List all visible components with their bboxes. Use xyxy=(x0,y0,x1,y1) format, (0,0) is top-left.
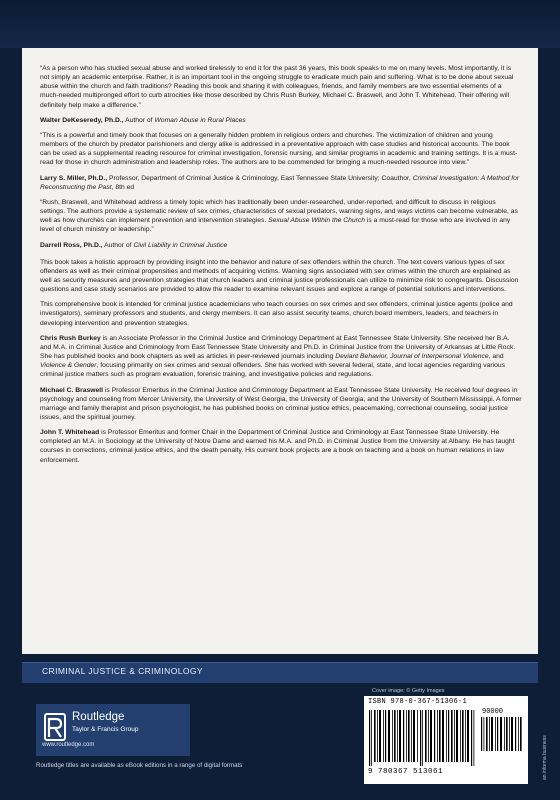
author-bio-text: is an Associate Professor in the Criminal Justice and Criminology Department at East Tennessee State University. She received her B.A. and M.A. in Criminal Justice and Criminology from East Tennessee State University and Ph.D. in Criminal Justice from the University of Arkansas at Little Rock. She has published books and book chapters as well as articles in peer-reviewed journals including xyxy=(40,334,516,361)
cover-image-credit: Cover image: © Getty Images xyxy=(372,688,445,694)
blurb-quote-end: is a must-read for those who are involved in any level of church ministry or leadership.” xyxy=(40,217,511,234)
back-cover-text xyxy=(40,64,522,471)
blurb-author-name: Darrell Ross, Ph.D., xyxy=(40,241,103,249)
blurb-author-book: Criminal Investigation: A Method for Reconstructing the Past xyxy=(40,174,520,191)
blurb-attribution xyxy=(40,174,522,192)
blurb-author-tail: , 8th ed xyxy=(111,183,135,191)
blurb-miller xyxy=(40,131,522,192)
isbn-label: ISBN 978-0-367-51306-1 xyxy=(368,698,468,706)
blurb-ross xyxy=(40,198,522,250)
blurb-author-name: Larry S. Miller, Ph.D., xyxy=(40,174,108,182)
blurb-author-name: Walter DeKeseredy, Ph.D., xyxy=(40,116,124,124)
ebook-note: Routledge titles are available as eBook editions in a range of digital formats xyxy=(36,762,243,769)
blurb-author-role: Author of xyxy=(102,241,134,249)
price-barcode-icon xyxy=(480,717,524,751)
author-bio-text: , focusing primarily on sex crimes and sexual offenders. She has worked with several federal, state, and local agencies regarding various criminal justice matters such as program evaluation, forensic training, and investigative policies and regulations. xyxy=(40,362,506,379)
blurb-attribution xyxy=(40,241,522,250)
blurb-quote xyxy=(40,198,522,235)
blurb-quote-title: Sexual Abuse Within the Church xyxy=(268,217,365,225)
blurb-dekeseredy xyxy=(40,64,522,125)
blurb-author-role: Professor, Department of Criminal Justice & Criminology, East Tennessee State University; Coauthor, xyxy=(107,174,413,182)
author-name: John T. Whitehead xyxy=(40,429,100,437)
publisher-website[interactable]: www.routledge.com xyxy=(42,742,95,748)
description-paragraph: This book takes a holistic approach by providing insight into the behavior and nature of sex offenders within the church. The text covers various types of sex offenders as well as their criminal propensities and methods of acquiring victims. Warning signs associated with sex crimes within the church are explained as well as security measures and prevention strategies that church leaders and criminal justice professionals can utilize to minimize risk to congregants. Discussion questions and case study scenarios are provided to allow the reader to examine relevant issues and explore a range of potential solutions and interventions. xyxy=(40,258,519,294)
author-bio-whitehead xyxy=(40,428,522,465)
price-code: 90000 xyxy=(482,708,504,716)
author-name: Chris Rush Burkey xyxy=(40,334,101,342)
blurb-quote-start: “Rush, Braswell, and Whitehead address a timely topic which has traditionally been under-researched, under-reported, and difficult to discuss in religious settings. The authors provide a systematic review of sex crimes, characteristics of sexual predators, warning signs, and ways victims can become vulnerable, as well as how churches can implement prevention and intervention strategies. xyxy=(40,198,518,225)
journal-title: Violence & Gender xyxy=(40,362,97,370)
journal-titles: Deviant Behavior, Journal of Interpersonal Violence xyxy=(335,353,489,361)
author-bio-burkey xyxy=(40,334,522,380)
blurb-quote: “This is a powerful and timely book that focuses on a generally hidden problem in religious orders and churches. The victimization of children and young members of the church by predator parishioners and clergy alike is addressed in a preventative approach with case studies and historical accounts. The book can be used as a supplemental reading resource for criminal investigation, forensic nursing, and similar programs in academic and training settings. It is a must-read for those in church administration and leadership roles. The authors are to be commended for bringing a much-needed resource into view.” xyxy=(40,131,518,167)
routledge-logo-icon xyxy=(44,713,66,741)
blurb-quote: “As a person who has studied sexual abuse and worked tirelessly to end it for the past 36 years, this book speaks to me on many levels. Most importantly, it is not simply an academic enterprise. Rather, it is an important tool in the ongoing struggle to eradicate much pain and suffering. What is to be done about sexual abuse within the church and faith traditions? Reading this book and sharing it with colleagues, friends, and family members are two essential elements of a much-needed multipronged effort to curb atrocities like those described by Chris Rush Burkey, Michael C. Braswell, and John T. Whitehead. Their offering will definitely help make a difference.” xyxy=(40,65,514,109)
author-bio-text: is Professor Emeritus and former Chair in the Department of Criminal Justice and Criminology at East Tennessee State University. He completed an M.A. in Sociology at the University of Notre Dame and earned his M.A. and Ph.D. in Criminal Justice from the University at Albany. He has taught courses in corrections, criminal justice ethics, and the death penalty. His current book projects are a book on teaching and a book on human relations in law enforcement. xyxy=(40,429,515,464)
blurb-author-book: Civil Liability in Criminal Justice xyxy=(133,241,228,249)
publisher-group: Taylor & Francis Group xyxy=(72,726,139,733)
author-bio-braswell xyxy=(40,386,522,423)
category-label: CRIMINAL JUSTICE & CRIMINOLOGY xyxy=(42,666,203,676)
description-paragraph: This comprehensive book is intended for criminal justice academicians who teach courses on sex crimes and sex offenders, criminal justice agents (police and investigators), seminary professors and students, and clergy members. It can also assist security teams, church board members, leaders, and teachers in developing intervention and prevention strategies. xyxy=(40,301,513,327)
barcode-icon xyxy=(368,708,476,766)
author-bio-text: , and xyxy=(488,353,504,361)
informa-vertical-text: an informa business xyxy=(542,735,548,780)
publisher-name: Routledge xyxy=(72,711,125,723)
blurb-attribution xyxy=(40,116,522,125)
blurb-author-book: Woman Abuse in Rural Places xyxy=(154,116,246,124)
top-background-band xyxy=(0,0,560,48)
author-name: Michael C. Braswell xyxy=(40,386,104,394)
barcode-number: 9 780367 513061 xyxy=(368,768,444,776)
blurb-author-role: Author of xyxy=(123,116,155,124)
author-bio-text: is Professor Emeritus in the Criminal Justice and Criminology Department at East Tennessee State University. He received four degrees in psychology and counseling from Mercer University, the University of West Georgia, the University of Georgia, and the University of Southern Mississippi. A former marriage and family therapist and prison psychologist, he has published books on criminal justice ethics, peacemaking, correctional counseling, social justice issues, and the spiritual journey. xyxy=(40,386,522,421)
